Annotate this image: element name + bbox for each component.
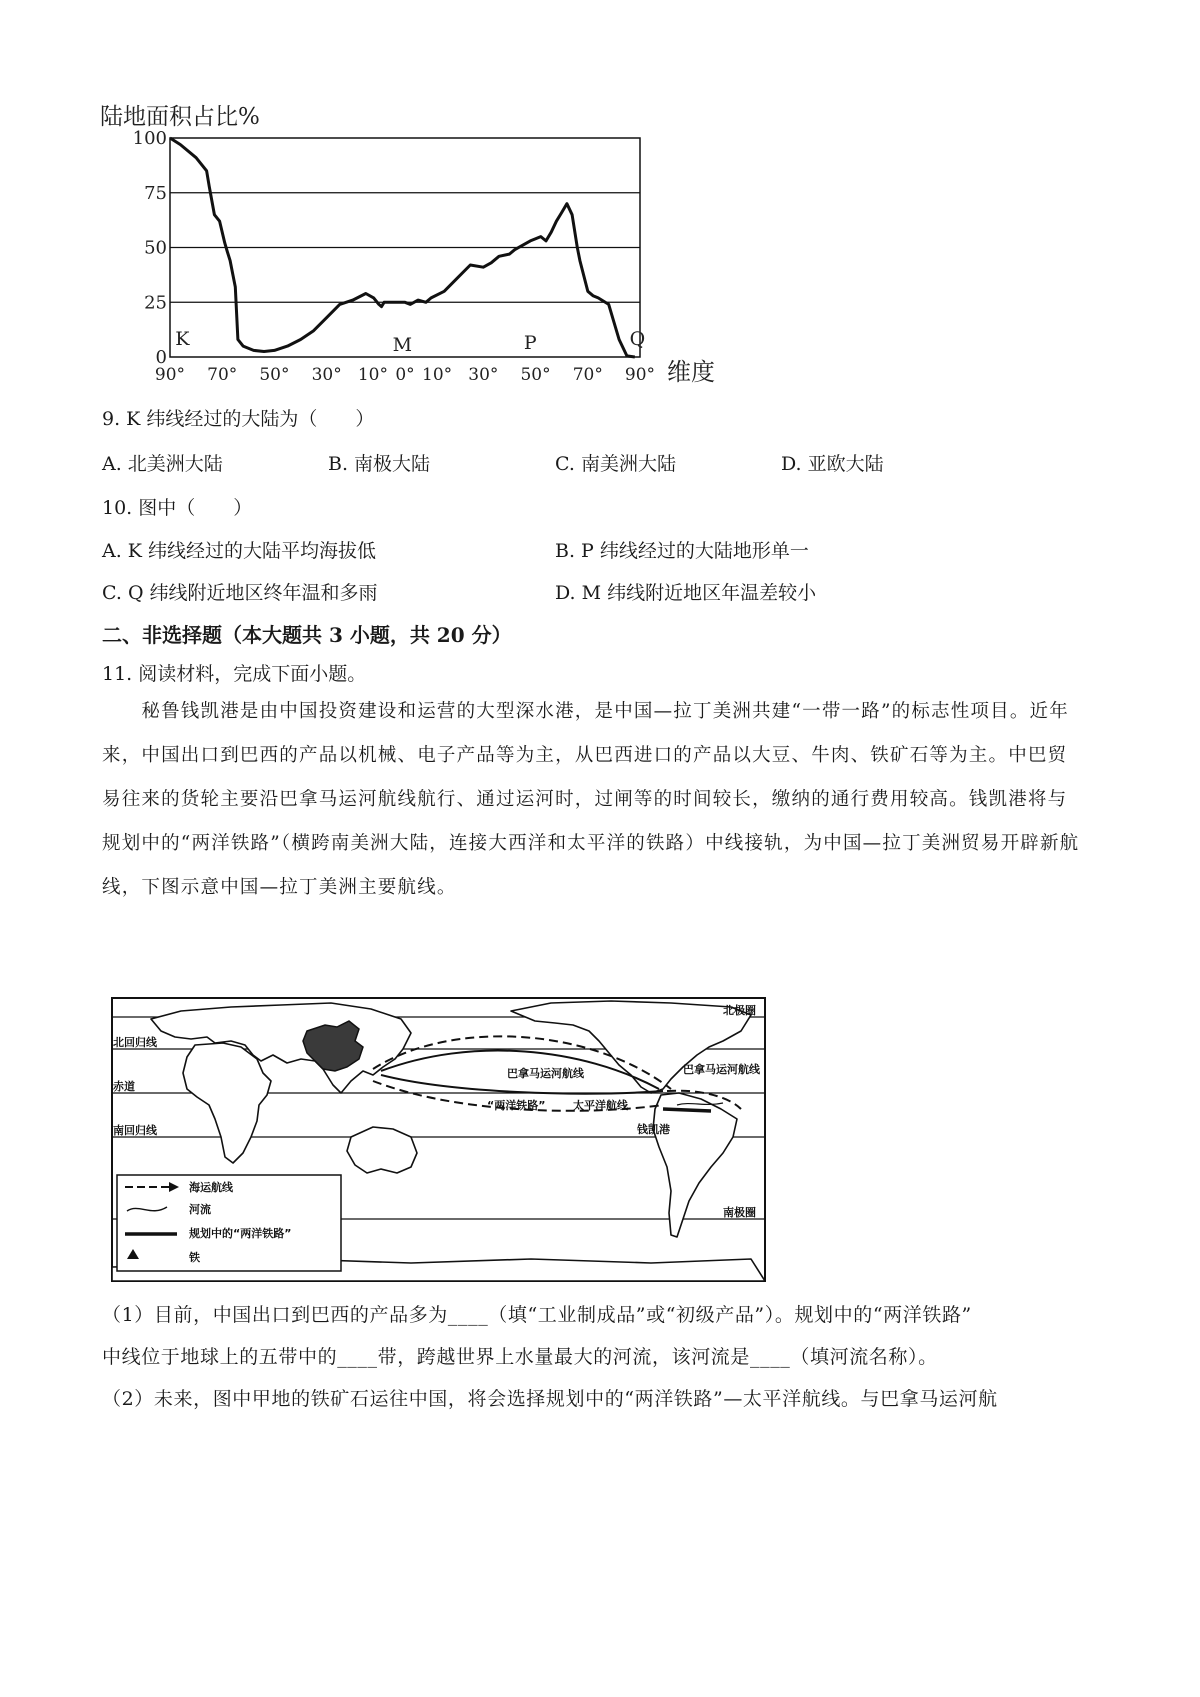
y-tick-label: 50 — [144, 237, 167, 259]
q10-option-b: B. P 纬线经过的大陆地形单一 — [555, 540, 809, 562]
x-tick-label: 10° — [422, 365, 453, 385]
q11-sub2-line1: （2）未来，图中甲地的铁矿石运往中国，将会选择规划中的“两洋铁路”—太平洋航线。与巴拿马运河航 — [102, 1388, 998, 1410]
x-tick-label: 30° — [311, 365, 342, 385]
label-panama-route-center: 巴拿马运河航线 — [507, 1067, 584, 1080]
label-arctic-circle: 北极圈 — [723, 1004, 756, 1017]
q10-option-d: D. M 纬线附近地区年温差较小 — [555, 582, 817, 604]
y-tick-label: 100 — [132, 128, 167, 149]
x-tick-label: 50° — [520, 365, 551, 385]
label-equator: 赤道 — [113, 1080, 135, 1093]
q11-sub1-line2: 中线位于地球上的五带中的____带，跨越世界上水量最大的河流，该河流是____（填河流名称）。 — [102, 1346, 938, 1368]
latitude-point-label: M — [392, 334, 413, 356]
label-chancay-port: 钱凯港 — [637, 1123, 670, 1136]
x-tick-label: 90° — [154, 365, 186, 385]
y-tick-label: 25 — [144, 292, 167, 314]
label-two-oceans-railway: “两洋铁路” — [487, 1099, 546, 1112]
latitude-point-label: Q — [629, 328, 646, 350]
q9-option-c: C. 南美洲大陆 — [555, 453, 676, 475]
chart-xlabel: 维度 — [667, 358, 715, 386]
x-tick-label: 50° — [259, 365, 290, 385]
q10-option-a: A. K 纬线经过的大陆平均海拔低 — [102, 540, 377, 562]
x-tick-label: 70° — [572, 365, 603, 385]
label-antarctic-circle: 南极圈 — [723, 1206, 756, 1219]
map-legend — [117, 1175, 341, 1271]
question-10-stem: 10. 图中（ ） — [102, 497, 253, 519]
legend-sea-route: 海运航线 — [189, 1181, 233, 1194]
label-panama-route-east: 巴拿马运河航线 — [683, 1063, 760, 1076]
q9-option-d: D. 亚欧大陆 — [781, 453, 884, 475]
chart-ylabel: 陆地面积占比% — [100, 104, 260, 130]
y-tick-label: 75 — [144, 182, 167, 204]
q9-option-a: A. 北美洲大陆 — [102, 453, 223, 475]
latitude-point-label: K — [175, 328, 190, 350]
q11-material: 秘鲁钱凯港是由中国投资建设和运营的大型深水港，是中国—拉丁美洲共建“一带一路”的标志性项目。近年来，中国出口到巴西的产品以机械、电子产品等为主，从巴西进口的产品以大豆、牛肉、铁矿石等为主。中巴贸易往来的货轮主要沿巴拿马运河航线航行、通过运河时，过闸等的时间较长，缴纳的通行费用较高。钱凯港将与规划中的“两洋铁路”（横跨南美洲大陆，连接大西洋和太平洋的铁路）中线接轨，为中国—拉丁美洲贸易开辟新航线，下图示意中国—拉丁美洲主要航线。 — [102, 701, 1080, 898]
x-tick-label: 70° — [207, 365, 238, 385]
land-area-latitude-chart — [95, 95, 735, 390]
q11-sub1-line1: （1）目前，中国出口到巴西的产品多为____（填“工业制成品”或“初级产品”）。规划中的“两洋铁路” — [102, 1304, 972, 1326]
x-tick-label: 30° — [468, 365, 499, 385]
q10-option-c: C. Q 纬线附近地区终年温和多雨 — [102, 582, 378, 604]
x-tick-label: 10° — [357, 365, 388, 385]
legend-iron: 铁 — [189, 1251, 200, 1264]
question-9-stem: 9. K 纬线经过的大陆为（ ） — [102, 408, 375, 430]
legend-railway: 规划中的“两洋铁路” — [189, 1227, 292, 1240]
question-11-stem: 11. 阅读材料，完成下面小题。 — [102, 663, 367, 685]
china-latin-america-route-map — [111, 997, 766, 1282]
latitude-point-label: P — [523, 332, 537, 354]
label-pacific-route: 太平洋航线 — [573, 1099, 628, 1112]
two-oceans-railway-line — [663, 1109, 711, 1111]
section-2-title: 二、非选择题（本大题共 3 小题，共 20 分） — [102, 623, 512, 647]
x-tick-label: 0° — [395, 365, 415, 385]
legend-river: 河流 — [189, 1203, 211, 1216]
label-tropic-of-capricorn: 南回归线 — [113, 1124, 157, 1137]
label-tropic-of-cancer: 北回归线 — [113, 1036, 157, 1049]
y-tick-label: 0 — [155, 347, 167, 368]
q9-option-b: B. 南极大陆 — [328, 453, 431, 475]
x-tick-label: 90° — [624, 365, 656, 385]
